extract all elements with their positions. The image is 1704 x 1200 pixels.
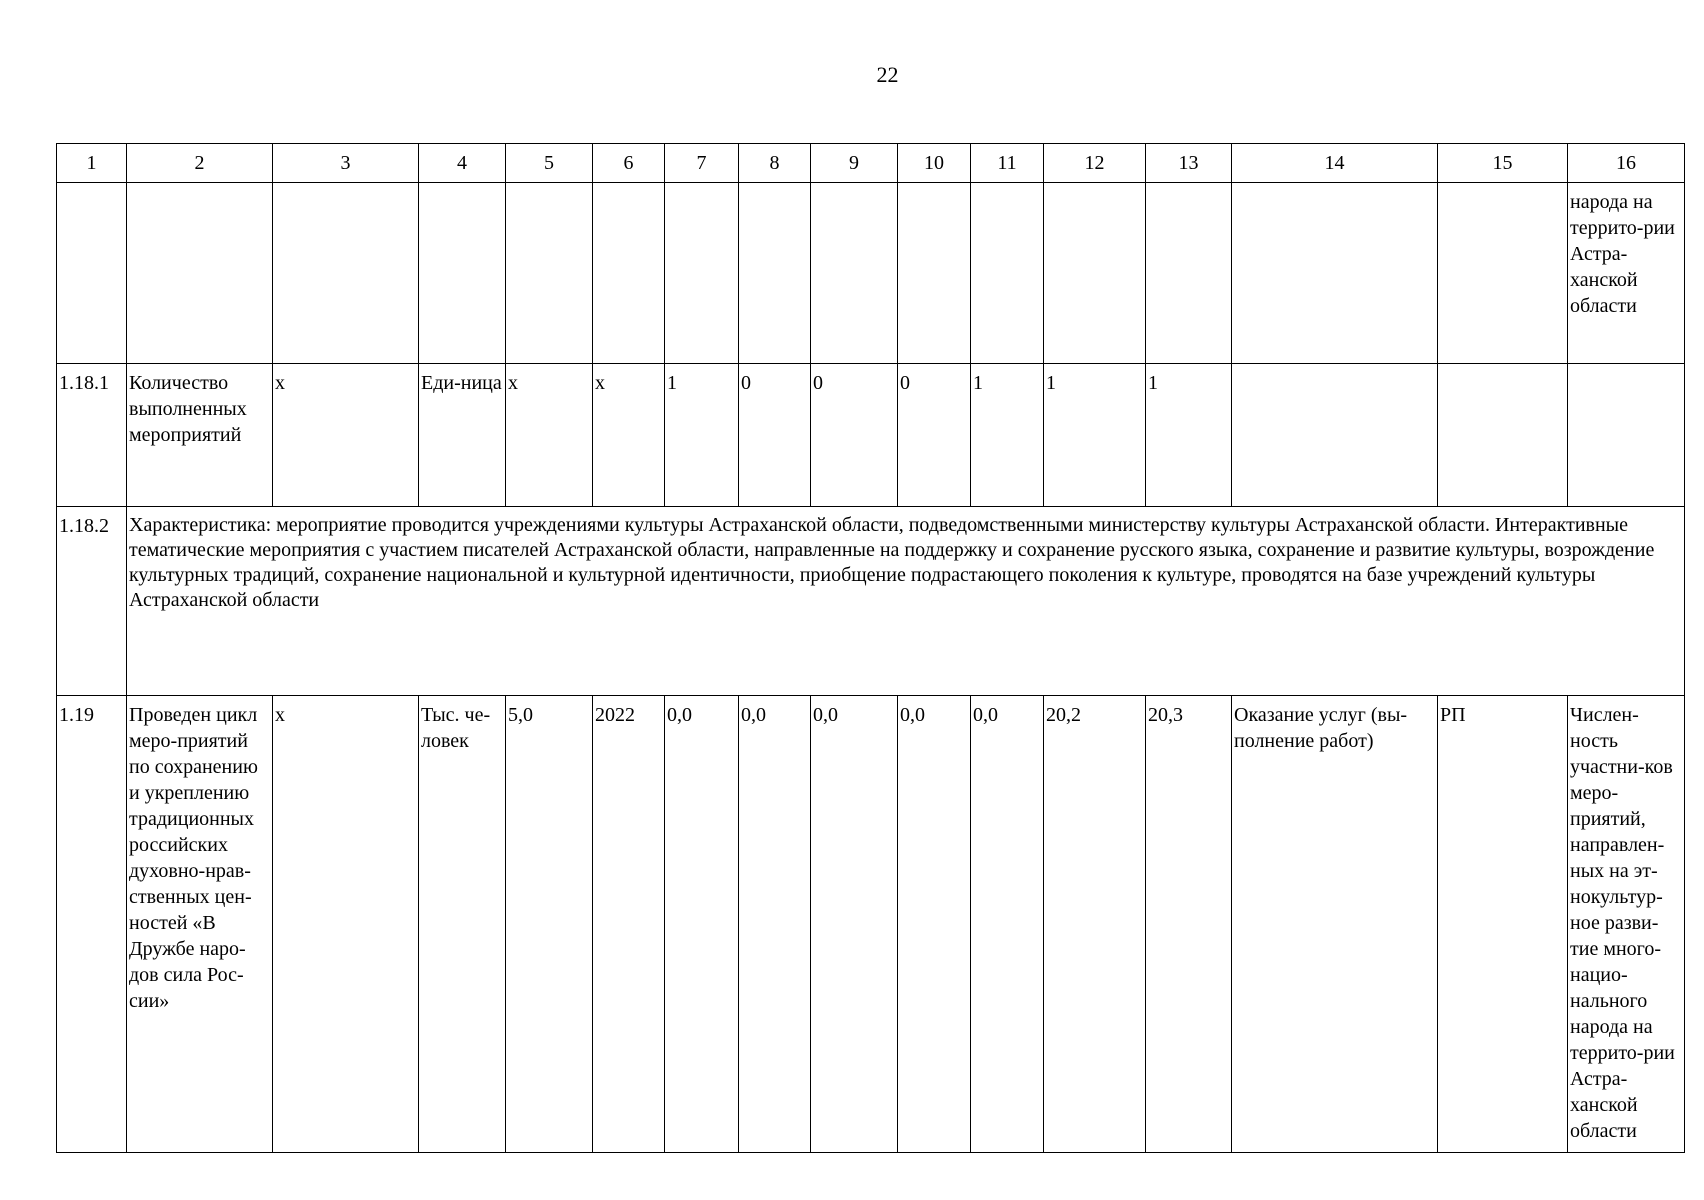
table-row-1-19: [57, 696, 1685, 1153]
cell-col8: 0: [739, 364, 811, 507]
table-row-1-18-2: [57, 507, 1685, 696]
cell-col12: 1: [1044, 364, 1146, 507]
column-header: 3: [273, 144, 419, 183]
table-header-row: [57, 144, 1685, 183]
cell-col3: x: [273, 364, 419, 507]
row-name: Количество выполненных мероприятий: [127, 364, 273, 507]
cell-col13: 1: [1146, 364, 1232, 507]
cell-col14: Оказание услуг (вы-полнение работ): [1232, 696, 1438, 1153]
cell-unit: Тыс. че-ловек: [419, 696, 506, 1153]
column-header: 16: [1568, 144, 1685, 183]
cell-col16: [1568, 364, 1685, 507]
cell-col7: 1: [665, 364, 739, 507]
cell-col5: 5,0: [506, 696, 593, 1153]
column-header: 11: [971, 144, 1044, 183]
cell-col15: РП: [1438, 696, 1568, 1153]
cell-col12: 20,2: [1044, 696, 1146, 1153]
column-header: 14: [1232, 144, 1438, 183]
characteristic-text: Характеристика: мероприятие проводится учреждениями культуры Астраханской области, подведомственными министерству культуры Астраханской области. Интерактивные тематические мероприятия с участием писателей Астраханской области, направленные на поддержку и сохранение русского языка, сохранение и развитие культуры, возрождение культурных традиций, сохранение национальной и культурной идентичности, приобщение подрастающего поколения к культуре, проводятся на базе учреждений культуры Астраханской области: [127, 507, 1685, 696]
cell-col6: x: [593, 364, 665, 507]
row-number: 1.19: [57, 696, 127, 1153]
cell-col10: 0: [898, 364, 971, 507]
column-header: 2: [127, 144, 273, 183]
cell-col14: [1232, 364, 1438, 507]
cell-col3: x: [273, 696, 419, 1153]
program-table: [56, 143, 1685, 1153]
column-header: 13: [1146, 144, 1232, 183]
cell-col11: 1: [971, 364, 1044, 507]
cell-col11: 0,0: [971, 696, 1044, 1153]
cell-col9: 0: [811, 364, 898, 507]
column-header: 6: [593, 144, 665, 183]
column-header: 5: [506, 144, 593, 183]
row-name: Проведен цикл меро-приятий по сохранению и укреплению традиционных российских духовно-нрав-ственных цен-ностей «В Дружбе наро-дов сила Рос-сии»: [127, 696, 273, 1153]
column-header: 9: [811, 144, 898, 183]
column-header: 15: [1438, 144, 1568, 183]
cell-col16: Числен-ность участни-ков меро-приятий, направлен-ных на эт-нокультур-ное разви-тие много-нацио-нального народа на террито-рии Астра-ханской области: [1568, 696, 1685, 1153]
row-number: 1.18.1: [57, 364, 127, 507]
cell-col8: 0,0: [739, 696, 811, 1153]
column-header: 10: [898, 144, 971, 183]
page-number: 22: [876, 62, 899, 87]
table-row-1-18-1: [57, 364, 1685, 507]
cell-col10: 0,0: [898, 696, 971, 1153]
cell-col15: [1438, 364, 1568, 507]
column-header: 7: [665, 144, 739, 183]
column-header: 8: [739, 144, 811, 183]
cell-col5: x: [506, 364, 593, 507]
column-header: 12: [1044, 144, 1146, 183]
cell-col7: 0,0: [665, 696, 739, 1153]
cell-col9: 0,0: [811, 696, 898, 1153]
cell-unit: Еди-ница: [419, 364, 506, 507]
row-number: 1.18.2: [57, 507, 127, 696]
cell-col6: 2022: [593, 696, 665, 1153]
table-row-continuation: [57, 183, 1685, 364]
cell-col16: народа на террито-рии Астра-ханской области: [1568, 183, 1685, 364]
column-header: 1: [57, 144, 127, 183]
column-header: 4: [419, 144, 506, 183]
cell-col13: 20,3: [1146, 696, 1232, 1153]
